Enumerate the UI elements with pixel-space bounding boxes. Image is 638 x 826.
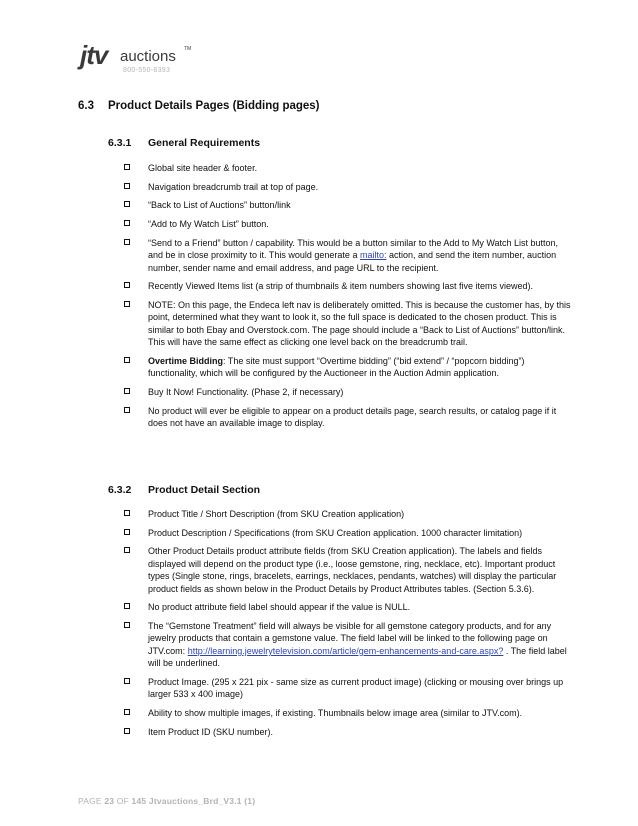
checkbox-bullet-icon (124, 183, 130, 189)
checkbox-bullet-icon (124, 678, 130, 684)
document-name: Jtvauctions_Brd_V3.1 (1) (146, 796, 256, 806)
checkbox-bullet-icon (124, 301, 130, 307)
checkbox-bullet-icon (124, 357, 130, 363)
section-heading (78, 100, 320, 112)
list-item: “Add to My Watch List” button. (121, 218, 571, 230)
checkbox-bullet-icon (124, 709, 130, 715)
list-item: Recently Viewed Items list (a strip of thumbnails & item numbers showing last five items viewed). (121, 280, 571, 292)
checkbox-bullet-icon (124, 510, 130, 516)
list-item: Product Title / Short Description (from SKU Creation application) (121, 508, 571, 520)
checkbox-bullet-icon (124, 547, 130, 553)
list-item: “Send to a Friend” button / capability. This would be a button similar to the Add to My Watch List button, and be in close proximity to it. This would generate a mailto: action, and send the item number, auction number, sender name and email address, and page URL to the recipient. (121, 237, 571, 274)
page-footer: PAGE 23 OF 145 Jtvauctions_Brd_V3.1 (1) (78, 796, 256, 806)
checkbox-bullet-icon (124, 201, 130, 207)
list-item: Navigation breadcrumb trail at top of page. (121, 181, 571, 193)
section-title: Product Details Pages (Bidding pages) (108, 100, 320, 112)
checkbox-bullet-icon (124, 603, 130, 609)
list-item: NOTE: On this page, the Endeca left nav is deliberately omitted. This is because the customer has, by this point, determined what they want to look it, so the full space is dedicated to the chosen product. This is similar to both Ebay and Overstock.com. The page should include a “Back to List of Auctions” button/link. This will have the same effect as clicking one level back on the breadcrumb trail. (121, 299, 571, 349)
checkbox-bullet-icon (124, 388, 130, 394)
checkbox-bullet-icon (124, 239, 130, 245)
subsection-number: 6.3.1 (108, 137, 132, 149)
list-item: The “Gemstone Treatment” field will always be visible for all gemstone category products, and for any jewelry products that contain a gemstone value. The field label will be linked to the following page on JTV.com: http://learning.jewelrytelevision.com/article/gem-enhancements-and-care.aspx? . The field label will be underlined. (121, 620, 571, 670)
list-item: Buy It Now! Functionality. (Phase 2, if necessary) (121, 386, 571, 398)
logo-suffix: auctions (120, 48, 176, 65)
checkbox-bullet-icon (124, 622, 130, 628)
list-item: No product will ever be eligible to appear on a product details page, search results, or catalog page if it does not have an available image to display. (121, 405, 571, 430)
subsection-number: 6.3.2 (108, 484, 132, 496)
list-item: Global site header & footer. (121, 162, 571, 174)
list-item: Overtime Bidding: The site must support “Overtime bidding” (“bid extend” / “popcorn bidding”) functionality, which will be configured by the Auctioneer in the Auction Admin application. (121, 355, 571, 380)
logo-brand: jtv (80, 40, 108, 70)
checkbox-bullet-icon (124, 728, 130, 734)
subsection-title: Product Detail Section (148, 484, 261, 496)
subsection-heading-general (108, 137, 260, 149)
checkbox-bullet-icon (124, 164, 130, 170)
list-item: No product attribute field label should appear if the value is NULL. (121, 601, 571, 613)
checkbox-bullet-icon (124, 407, 130, 413)
gemstone-article-link[interactable]: http://learning.jewelrytelevision.com/article/gem-enhancements-and-care.aspx? (187, 645, 504, 656)
subsection-title: General Requirements (148, 137, 261, 149)
bold-term: Overtime Bidding (148, 355, 224, 366)
list-item: Product Image. (295 x 221 pix - same size as current product image) (clicking or mousing over brings up larger 533 x 400 image) (121, 676, 571, 701)
page-number: 23 (104, 796, 115, 806)
logo-tm: TM (184, 46, 192, 52)
mailto-link[interactable]: mailto: (359, 250, 387, 261)
general-requirements-list (121, 162, 571, 436)
jtv-auctions-logo (80, 40, 200, 80)
product-detail-list (121, 508, 571, 744)
subsection-heading-product-detail (108, 484, 260, 496)
checkbox-bullet-icon (124, 220, 130, 226)
checkbox-bullet-icon (124, 282, 130, 288)
section-number: 6.3 (78, 100, 94, 112)
list-item: Ability to show multiple images, if existing. Thumbnails below image area (similar to JTV.com). (121, 707, 571, 719)
list-item: Product Description / Specifications (from SKU Creation application. 1000 character limitation) (121, 527, 571, 539)
checkbox-bullet-icon (124, 529, 130, 535)
logo-phone: 800-550-8393 (123, 67, 171, 74)
page-total: 145 (131, 796, 147, 806)
list-item: Item Product ID (SKU number). (121, 726, 571, 738)
list-item: Other Product Details product attribute fields (from SKU Creation application). The labels and fields displayed will depend on the product type (i.e., loose gemstone, ring, necklace, etc). Important product types (Single stone, rings, bracelets, earrings, necklaces, pendants, watches) will display the particular product fields as shown below in the Product Details by Product Attributes tables. (Section 5.3.6). (121, 545, 571, 595)
list-item: “Back to List of Auctions” button/link (121, 199, 571, 211)
